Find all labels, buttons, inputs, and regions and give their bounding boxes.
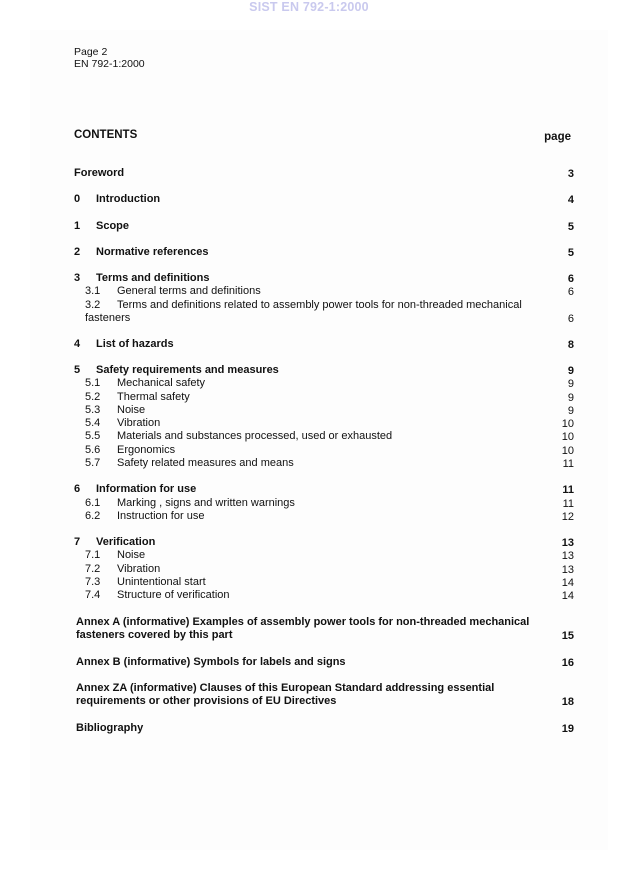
toc-entry-title: Materials and substances processed, used or exhausted — [117, 430, 393, 442]
toc-entry-number: 7.4 — [85, 589, 101, 601]
toc-entry-title-continued: fasteners covered by this part — [76, 629, 233, 641]
toc-entry-title: Verification — [96, 536, 156, 548]
toc-entry-title: Safety related measures and means — [117, 457, 294, 469]
toc-entry-title: Mechanical safety — [117, 377, 206, 389]
toc-entry-number: 5.6 — [85, 444, 101, 456]
toc-entry-page: 9 — [567, 378, 574, 390]
toc-entry-page: 6 — [567, 286, 574, 298]
toc-entry-page: 16 — [561, 657, 574, 669]
toc-entry-page: 5 — [567, 221, 574, 233]
page-number: Page 2 — [74, 46, 108, 58]
toc-entry-title: Noise — [117, 404, 146, 416]
toc-entry-title: Noise — [117, 549, 146, 561]
toc-entry-page: 11 — [562, 484, 574, 496]
toc-entry-title: Vibration — [117, 563, 161, 575]
toc-entry-page: 4 — [567, 194, 574, 206]
toc-entry-title: Vibration — [117, 417, 161, 429]
toc-entry-title: Thermal safety — [117, 391, 190, 403]
toc-entry-title: Terms and definitions — [96, 272, 210, 284]
toc-entry-page: 14 — [561, 590, 574, 602]
toc-entry-number: 3.1 — [85, 285, 101, 297]
toc-entry-number: 5.4 — [85, 417, 101, 429]
toc-entry-page: 12 — [561, 511, 574, 523]
toc-entry-title: Foreword — [74, 167, 125, 179]
toc-entry-number: 6.2 — [85, 510, 101, 522]
toc-entry-page: 11 — [562, 458, 574, 470]
page-column-label: page — [544, 131, 571, 143]
toc-entry-page: 10 — [561, 418, 574, 430]
toc-entry-number: 5.2 — [85, 391, 101, 403]
toc-entry-title: Bibliography — [76, 722, 144, 734]
toc-entry-page: 9 — [567, 365, 574, 377]
toc-entry-number: 5 — [74, 364, 81, 376]
toc-entry-number: 1 — [74, 220, 81, 232]
toc-entry-number: 6 — [74, 483, 81, 495]
toc-entry-title: Information for use — [96, 483, 197, 495]
toc-entry-title: Annex ZA (informative) Clauses of this European Standard addressing essential — [76, 682, 495, 694]
toc-entry-title: Annex B (informative) Symbols for labels and signs — [76, 656, 346, 668]
toc-entry-page: 8 — [567, 339, 574, 351]
toc-entry-number: 7.3 — [85, 576, 101, 588]
toc-entry-page: 9 — [567, 405, 574, 417]
toc-entry-page: 13 — [561, 537, 574, 549]
toc-entry-number: 4 — [74, 338, 81, 350]
toc-entry-page: 11 — [562, 498, 574, 510]
toc-entry-title: Instruction for use — [117, 510, 205, 522]
toc-entry-page: 13 — [561, 564, 574, 576]
toc-entry-page: 10 — [561, 431, 574, 443]
toc-entry-page: 18 — [561, 696, 574, 708]
toc-entry-page: 19 — [561, 723, 574, 735]
toc-entry-title: Annex A (informative) Examples of assembly power tools for non-threaded mechanical — [76, 616, 530, 628]
toc-entry-title: Marking , signs and written warnings — [117, 497, 295, 509]
toc-entry-title: Scope — [96, 220, 130, 232]
toc-entry-title-continued: requirements or other provisions of EU Directives — [76, 695, 337, 707]
toc-entry-title: Normative references — [96, 246, 209, 258]
toc-entry-number: 0 — [74, 193, 81, 205]
toc-entry-title: Safety requirements and measures — [96, 364, 279, 376]
toc-entry-number: 7.1 — [85, 549, 101, 561]
toc-entry-page: 13 — [561, 550, 574, 562]
toc-entry-title: Introduction — [96, 193, 161, 205]
toc-entry-title: Unintentional start — [117, 576, 206, 588]
toc-entry-page: 6 — [567, 313, 574, 325]
toc-entry-page: 3 — [567, 168, 574, 180]
toc-entry-number: 5.1 — [85, 377, 101, 389]
toc-entry-number: 7 — [74, 536, 81, 548]
toc-entry-title-continued: fasteners — [85, 312, 131, 324]
toc-entry-number: 6.1 — [85, 497, 101, 509]
toc-entry-number: 5.5 — [85, 430, 101, 442]
standard-id: EN 792-1:2000 — [74, 58, 145, 70]
watermark: SIST EN 792-1:2000 — [249, 0, 369, 14]
toc-entry-number: 5.3 — [85, 404, 101, 416]
toc-entry-number: 3.2 — [85, 299, 101, 311]
toc-entry-title: General terms and definitions — [117, 285, 261, 297]
toc-entry-number: 7.2 — [85, 563, 101, 575]
toc-entry-page: 14 — [561, 577, 574, 589]
toc-entry-page: 6 — [567, 273, 574, 285]
toc-entry-page: 9 — [567, 392, 574, 404]
toc-entry-title: Terms and definitions related to assembly power tools for non-threaded mechanical — [117, 299, 522, 311]
toc-entry-title: List of hazards — [96, 338, 174, 350]
toc-entry-number: 3 — [74, 272, 81, 284]
toc-entry-title: Structure of verification — [117, 589, 230, 601]
toc-entry-page: 5 — [567, 247, 574, 259]
toc-entry-page: 10 — [561, 445, 574, 457]
toc-entry-number: 5.7 — [85, 457, 101, 469]
toc-entry-title: Ergonomics — [117, 444, 176, 456]
contents-title: CONTENTS — [74, 129, 138, 141]
toc-entry-page: 15 — [561, 630, 574, 642]
toc-entry-number: 2 — [74, 246, 81, 258]
